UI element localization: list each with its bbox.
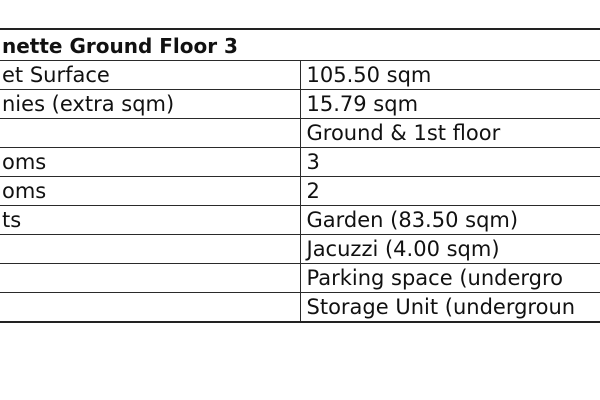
row-value: 2 bbox=[300, 177, 600, 206]
table-row bbox=[0, 61, 600, 90]
table-row bbox=[0, 264, 600, 293]
row-label bbox=[0, 264, 300, 293]
row-value: Ground & 1st floor bbox=[300, 119, 600, 148]
table-row bbox=[0, 235, 600, 264]
row-value: 3 bbox=[300, 148, 600, 177]
row-label-text: oms bbox=[2, 179, 47, 203]
row-label bbox=[0, 293, 300, 323]
row-value: 105.50 sqm bbox=[300, 61, 600, 90]
row-label bbox=[0, 206, 300, 235]
table-header-row bbox=[0, 32, 600, 61]
table-title: nette Ground Floor 3 bbox=[0, 32, 600, 61]
table-row bbox=[0, 90, 600, 119]
property-spec-table bbox=[0, 32, 600, 323]
table-row bbox=[0, 148, 600, 177]
table-row bbox=[0, 206, 600, 235]
table-row bbox=[0, 119, 600, 148]
row-label-text: ts bbox=[2, 208, 22, 232]
row-label-text: nies (extra sqm) bbox=[2, 92, 175, 116]
row-label bbox=[0, 148, 300, 177]
row-label-text: oms bbox=[2, 150, 47, 174]
table-row bbox=[0, 293, 600, 323]
row-label bbox=[0, 177, 300, 206]
row-label bbox=[0, 61, 300, 90]
row-value: Jacuzzi (4.00 sqm) bbox=[300, 235, 600, 264]
row-value: 15.79 sqm bbox=[300, 90, 600, 119]
table-row bbox=[0, 177, 600, 206]
row-value: Parking space (undergro bbox=[300, 264, 600, 293]
row-label bbox=[0, 119, 300, 148]
row-label bbox=[0, 90, 300, 119]
row-value: Storage Unit (undergroun bbox=[300, 293, 600, 323]
row-value: Garden (83.50 sqm) bbox=[300, 206, 600, 235]
row-label-text: et Surface bbox=[2, 63, 110, 87]
row-label bbox=[0, 235, 300, 264]
top-border bbox=[0, 28, 600, 30]
